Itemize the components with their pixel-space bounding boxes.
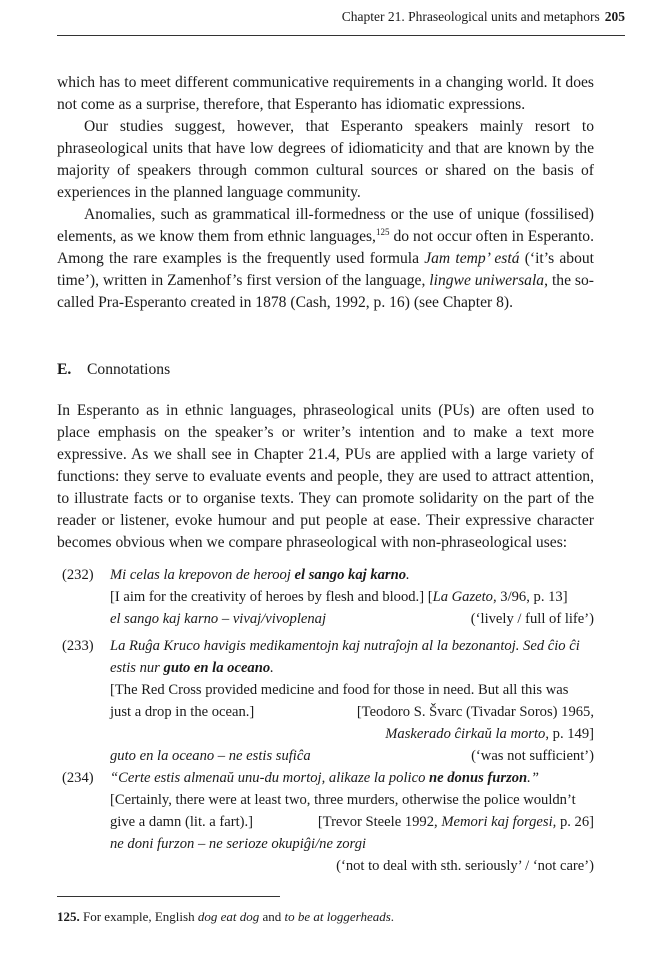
para3-b: do not occur often in Esperanto. Among the rare examples is the frequently used formula (57, 228, 594, 267)
pu-expression: guto en la oceano – ne estis sufiĉa (110, 748, 311, 764)
example-original: “Certe estis almenaŭ unu-du mortoj, alikaze la polico ne donus furzon.” (110, 770, 539, 786)
footnote-reference[interactable]: 125 (375, 226, 390, 237)
source-citation-cont: Maskerado ĉirkaŭ la morto, p. 149] (385, 726, 594, 742)
paragraph-anomalies (57, 204, 594, 314)
pu-expression: el sango kaj karno – vivaj/vivoplenaj (110, 611, 327, 627)
source-citation: [Teodoro S. Švarc (Tivadar Soros) 1965, (356, 704, 594, 720)
running-header (57, 9, 625, 36)
example-number: (234) (62, 770, 94, 786)
paragraph-studies: Our studies suggest, however, that Esperanto speakers mainly resort to phraseological units that have low degrees of idiomaticity and that are known by the majority of speakers through common cultural sources or shared on the basis of experiences in the planned language community. (57, 118, 594, 201)
pu-gloss: (‘was not sufficient’) (471, 748, 594, 764)
page-number: 205 (604, 9, 625, 24)
pu-gloss: (‘lively / full of life’) (470, 611, 594, 627)
para3-c: Jam temp’ está (424, 250, 520, 267)
para3-a: Anomalies, such as grammatical ill-formedness or the use of unique (fossilised) elements, as we know them from ethnic languages, (57, 206, 594, 245)
paragraph-connotations: In Esperanto as in ethnic languages, phraseological units (PUs) are often used to place emphasis on the speaker’s or writer’s intention and to make a text more expressive. As we shall see in Chapter 21.4, PUs are applied with a large variety of functions: they serve to evaluate events and people, they are used to attract attention, to illustrate facts or to organise texts. They can promote solidarity on the part of the reader or listener, evoke humour and put people at ease. Their expressive character becomes obvious when we compare phraseological with non-phraseological uses: (57, 402, 594, 551)
text-block-connotations (57, 400, 594, 554)
example-translation-line1: [Certainly, there were at least two, three murders, otherwise the police wouldn’t (110, 792, 576, 808)
example-original: La Ruĝa Kruco havigis medikamentojn kaj nutraĵojn al la bezonantoj. Sed ĉio ĉi estis nur guto en la oceano. (110, 638, 580, 676)
para3-e: lingwe uniwersala (429, 272, 545, 289)
pu-line (110, 608, 594, 630)
running-title: Chapter 21. Phraseological units and metaphors (341, 9, 600, 24)
section-label: E. (57, 361, 72, 378)
pu-expression: ne doni furzon – ne serioze okupiĝi/ne zorgi (110, 836, 367, 852)
para3-d: (‘it’s about time’), written in Zamenhof’s first version of the language, (57, 250, 594, 289)
paragraph-continuation: which has to meet different communicative requirements in a changing world. It does not come as a surprise, therefore, that Esperanto has idiomatic expressions. (57, 74, 594, 113)
pu-line (110, 745, 594, 767)
para3-f: , the so-called Pra-Esperanto created in 1878 (Cash, 1992, p. 16) (see Chapter 8). (57, 272, 594, 311)
footnote-number: 125. (57, 909, 80, 924)
example-number: (233) (62, 638, 94, 654)
section-title: Connotations (87, 361, 171, 378)
example-233 (62, 635, 594, 767)
footnote-125: 125. For example, English dog eat dog and to be at loggerheads. (57, 909, 395, 924)
example-232 (62, 564, 594, 630)
example-original: Mi celas la krepovon de herooj el sango kaj karno. (110, 567, 410, 583)
text-block-top (57, 72, 594, 314)
example-translation-line2: just a drop in the ocean.] [Teodoro S. Švarc (Tivadar Soros) 1965, (110, 701, 594, 723)
example-translation-line2: give a damn (lit. a fart).] [Trevor Steele 1992, Memori kaj forgesi, p. 26] (110, 811, 594, 833)
source-citation: [Trevor Steele 1992, Memori kaj forgesi, p. 26] (317, 814, 594, 830)
example-translation-line1: [The Red Cross provided medicine and food for those in need. But all this was (110, 682, 569, 698)
pu-gloss: (‘not to deal with sth. seriously’ / ‘not care’) (336, 858, 594, 874)
example-number: (232) (62, 567, 94, 583)
footnote-rule (57, 896, 280, 897)
example-234 (62, 767, 594, 877)
example-translation: [I aim for the creativity of heroes by flesh and blood.] [La Gazeto, 3/96, p. 13] (110, 589, 568, 605)
section-heading (57, 359, 170, 381)
